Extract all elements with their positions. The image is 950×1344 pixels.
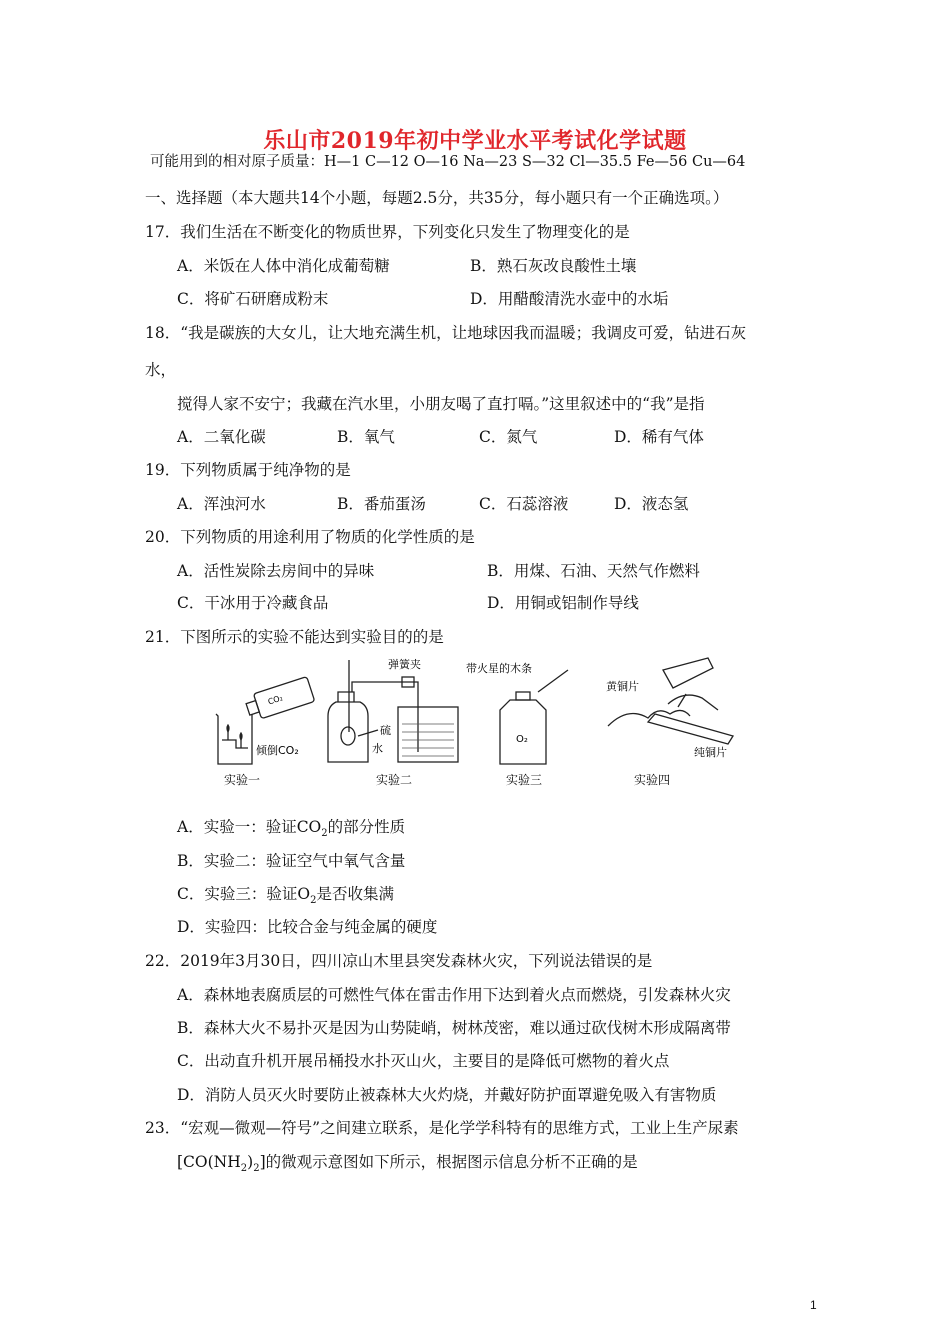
q17-stem: 17．我们生活在不断变化的物质世界，下列变化只发生了物理变化的是 (145, 223, 630, 241)
q19-option-b: B．番茄蛋汤 (337, 495, 426, 513)
water-label-2: 水 (372, 742, 383, 755)
exp3-apparatus (500, 670, 568, 764)
q18-option-d: D．稀有气体 (614, 428, 704, 446)
exp1-label: 实验一 (224, 773, 261, 787)
q20-option-c: C．干冰用于冷藏食品 (177, 594, 329, 612)
q20-option-b: B．用煤、石油、天然气作燃料 (487, 562, 700, 580)
q21-option-d: D．实验四：比较合金与纯金属的硬度 (177, 918, 438, 936)
q18-option-b: B．氧气 (337, 428, 395, 446)
page-number: 1 (810, 1298, 817, 1312)
exp4-apparatus (608, 658, 733, 744)
exp1-beaker (216, 714, 252, 764)
q23-stem-2: $[CO(NH_2)_2]$的微观示意图如下所示，根据图示信息分析不正确的是 (177, 1153, 638, 1175)
q17-option-b: B．熟石灰改良酸性土壤 (470, 257, 637, 275)
q18-stem-1: 18．“我是碳族的大女儿，让大地充满生机，让地球因我而温暖；我调皮可爱，钻进石灰 (145, 324, 747, 342)
q22-option-a: A．森林地表腐质层的可燃性气体在雷击作用下达到着火点而燃烧，引发森林火灾 (177, 986, 731, 1004)
q22-option-c: C．出动直升机开展吊桶投水扑灭山火，主要目的是降低可燃物的着火点 (177, 1052, 670, 1070)
q20-option-d: D．用铜或铝制作导线 (487, 594, 639, 612)
water-label-1: 硫 (380, 724, 391, 737)
spring-clip-label: 弹簧夹 (388, 658, 421, 671)
q17-option-d: D．用醋酸清洗水壶中的水垢 (470, 290, 669, 308)
q20-option-a: A．活性炭除去房间中的异味 (177, 562, 375, 580)
q21-experiment-figure (208, 652, 748, 802)
co2-bottle-label: CO₂ (266, 693, 284, 707)
splint-label: 带火星的木条 (466, 662, 532, 675)
q21-option-c: C．实验三：验证$O_2$是否收集满 (177, 885, 394, 907)
o2-label: O₂ (516, 734, 528, 745)
section-heading: 一、选择题（本大题共14个小题，每题2.5分，共35分，每小题只有一个正确选项。） (145, 189, 729, 207)
q18-option-c: C．氮气 (479, 428, 538, 446)
q19-stem: 19．下列物质属于纯净物的是 (145, 461, 351, 479)
q17-option-c: C．将矿石研磨成粉末 (177, 290, 329, 308)
q19-option-a: A．浑浊河水 (177, 495, 266, 513)
q17-option-a: A．米饭在人体中消化成葡萄糖 (177, 257, 390, 275)
atomic-masses: 可能用到的相对原子质量：H—1 C—12 O—16 Na—23 S—32 Cl—35.5 Fe—56 Cu—64 (150, 154, 746, 170)
q21-option-b: B．实验二：验证空气中氧气含量 (177, 852, 406, 870)
q20-stem: 20．下列物质的用途利用了物质的化学性质的是 (145, 528, 475, 546)
q23-stem-1: 23．“宏观—微观—符号”之间建立联系，是化学学科特有的思维方式，工业上生产尿素 (145, 1119, 739, 1137)
pour-co2-label: 倾倒CO₂ (256, 744, 299, 757)
exp4-label: 实验四 (634, 773, 671, 787)
exp3-label: 实验三 (506, 773, 543, 787)
q21-option-a: A．实验一：验证$CO_2$的部分性质 (177, 818, 406, 840)
q22-option-d: D．消防人员灭火时要防止被森林大火灼烧，并戴好防护面罩避免吸入有害物质 (177, 1086, 717, 1104)
q22-stem: 22．2019年3月30日，四川凉山木里县突发森林火灾，下列说法错误的是 (145, 952, 653, 970)
q18-option-a: A．二氧化碳 (177, 428, 266, 446)
copper-label: 纯铜片 (694, 746, 727, 759)
q19-option-d: D．液态氢 (614, 495, 689, 513)
q19-option-c: C．石蕊溶液 (479, 495, 569, 513)
exp2-apparatus (328, 660, 458, 762)
q21-stem: 21．下图所示的实验不能达到实验目的的是 (145, 628, 444, 646)
exp2-label: 实验二 (376, 773, 413, 787)
brass-label: 黄铜片 (606, 680, 639, 693)
q18-stem-3: 搅得人家不安宁；我藏在汽水里，小朋友喝了直打嗝。”这里叙述中的“我”是指 (177, 395, 705, 413)
q18-stem-2: 水， (145, 361, 177, 379)
q22-option-b: B．森林大火不易扑灭是因为山势陡峭，树林茂密，难以通过砍伐树木形成隔离带 (177, 1019, 731, 1037)
exam-title: 乐山市2019年初中学业水平考试化学试题 (263, 128, 687, 154)
